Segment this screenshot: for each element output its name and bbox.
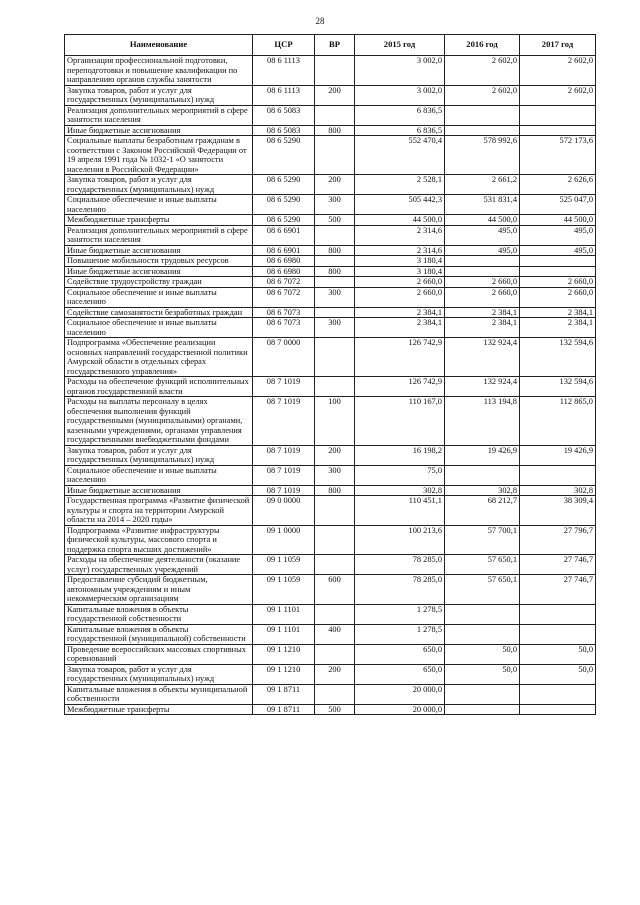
table-row	[65, 575, 596, 605]
cell-2016	[445, 604, 520, 624]
cell-2017: 495,0	[520, 245, 596, 256]
cell-2017: 50,0	[520, 664, 596, 684]
cell-2015: 3 180,4	[355, 266, 445, 277]
cell-csr: 09 1 8711	[253, 684, 315, 704]
cell-2016: 2 384,1	[445, 307, 520, 318]
cell-2016: 50,0	[445, 664, 520, 684]
cell-vr: 200	[315, 664, 355, 684]
cell-2017: 572 173,6	[520, 136, 596, 175]
table-row	[65, 256, 596, 267]
cell-2016: 2 384,1	[445, 318, 520, 338]
table-row	[65, 445, 596, 465]
cell-csr: 08 7 1019	[253, 465, 315, 485]
cell-csr: 08 6 7073	[253, 307, 315, 318]
cell-2017	[520, 266, 596, 277]
cell-name: Закупка товаров, работ и услуг для государственных (муниципальных) нужд	[65, 445, 253, 465]
header-2016: 2016 год	[445, 35, 520, 56]
cell-2016: 132 924,4	[445, 377, 520, 397]
cell-2015: 1 278,5	[355, 604, 445, 624]
cell-name: Капитальные вложения в объекты муниципальной собственности	[65, 684, 253, 704]
cell-name: Социальные выплаты безработным гражданам в соответствии с Законом Российской Федерации от 19 апреля 1991 года № 1032-1 «О занятости населения в Российской Федерации»	[65, 136, 253, 175]
cell-vr	[315, 277, 355, 288]
cell-name: Содействие трудоустройству граждан	[65, 277, 253, 288]
cell-2015: 650,0	[355, 644, 445, 664]
cell-name: Закупка товаров, работ и услуг для государственных (муниципальных) нужд	[65, 175, 253, 195]
cell-vr	[315, 338, 355, 377]
cell-2015: 2 314,6	[355, 225, 445, 245]
cell-2016: 2 660,0	[445, 277, 520, 288]
header-2015: 2015 год	[355, 35, 445, 56]
cell-2016: 57 650,1	[445, 555, 520, 575]
cell-name: Иные бюджетные ассигнования	[65, 245, 253, 256]
cell-vr	[315, 105, 355, 125]
cell-name: Реализация дополнительных мероприятий в сфере занятости населения	[65, 105, 253, 125]
cell-2017	[520, 704, 596, 715]
cell-2016	[445, 465, 520, 485]
cell-name: Подпрограмма «Развитие инфраструктуры физической культуры, массового спорта и поддержка спорта высших достижений»	[65, 525, 253, 555]
cell-vr: 800	[315, 125, 355, 136]
cell-2017: 302,8	[520, 485, 596, 496]
cell-name: Государственная программа «Развитие физической культуры и спорта на территории Амурской области на 2014 – 2020 годы»	[65, 496, 253, 526]
table-row	[65, 496, 596, 526]
table-row	[65, 555, 596, 575]
cell-vr	[315, 496, 355, 526]
table-row	[65, 125, 596, 136]
cell-csr: 09 1 1059	[253, 555, 315, 575]
cell-vr: 200	[315, 85, 355, 105]
cell-2017: 112 865,0	[520, 397, 596, 446]
cell-csr: 08 6 5290	[253, 136, 315, 175]
cell-vr	[315, 377, 355, 397]
cell-2017: 132 594,6	[520, 338, 596, 377]
table-row	[65, 704, 596, 715]
table-row	[65, 307, 596, 318]
cell-2016: 495,0	[445, 225, 520, 245]
cell-csr: 09 1 1210	[253, 664, 315, 684]
table-row	[65, 56, 596, 86]
budget-table	[64, 34, 596, 715]
cell-csr: 09 1 8711	[253, 704, 315, 715]
cell-2017: 2 602,0	[520, 56, 596, 86]
cell-2017	[520, 624, 596, 644]
cell-vr	[315, 604, 355, 624]
cell-vr: 200	[315, 445, 355, 465]
cell-2015: 302,8	[355, 485, 445, 496]
cell-csr: 08 6 6980	[253, 266, 315, 277]
cell-2016: 57 650,1	[445, 575, 520, 605]
cell-2017: 44 500,0	[520, 215, 596, 226]
header-name: Наименование	[65, 35, 253, 56]
cell-csr: 08 6 7073	[253, 318, 315, 338]
cell-vr	[315, 136, 355, 175]
cell-2015: 75,0	[355, 465, 445, 485]
cell-2015: 20 000,0	[355, 684, 445, 704]
cell-name: Социальное обеспечение и иные выплаты населению	[65, 465, 253, 485]
cell-name: Содействие самозанятости безработных граждан	[65, 307, 253, 318]
cell-2017: 27 746,7	[520, 555, 596, 575]
cell-vr: 300	[315, 465, 355, 485]
cell-name: Социальное обеспечение и иные выплаты населению	[65, 318, 253, 338]
cell-2015: 6 836,5	[355, 125, 445, 136]
cell-name: Иные бюджетные ассигнования	[65, 485, 253, 496]
table-row	[65, 684, 596, 704]
cell-name: Иные бюджетные ассигнования	[65, 266, 253, 277]
cell-2015: 44 500,0	[355, 215, 445, 226]
cell-csr: 08 6 5083	[253, 125, 315, 136]
cell-csr: 08 6 1113	[253, 56, 315, 86]
cell-vr: 400	[315, 624, 355, 644]
cell-csr: 08 6 7072	[253, 287, 315, 307]
cell-name: Предоставление субсидий бюджетным, автономным учреждениям и иным некоммерческим организациям	[65, 575, 253, 605]
table-row	[65, 105, 596, 125]
table-row	[65, 245, 596, 256]
cell-2015: 552 470,4	[355, 136, 445, 175]
cell-2017: 2 384,1	[520, 318, 596, 338]
cell-name: Закупка товаров, работ и услуг для государственных (муниципальных) нужд	[65, 85, 253, 105]
cell-2016: 2 661,2	[445, 175, 520, 195]
cell-csr: 09 1 1210	[253, 644, 315, 664]
cell-vr: 300	[315, 287, 355, 307]
cell-2015: 126 742,9	[355, 338, 445, 377]
cell-2015: 3 180,4	[355, 256, 445, 267]
cell-csr: 08 6 5290	[253, 175, 315, 195]
cell-2016	[445, 624, 520, 644]
cell-2016	[445, 125, 520, 136]
cell-vr: 600	[315, 575, 355, 605]
table-row	[65, 287, 596, 307]
cell-name: Социальное обеспечение и иные выплаты населению	[65, 195, 253, 215]
cell-2016: 302,8	[445, 485, 520, 496]
cell-2017: 27 746,7	[520, 575, 596, 605]
table-row	[65, 215, 596, 226]
cell-csr: 08 6 1113	[253, 85, 315, 105]
cell-vr: 500	[315, 215, 355, 226]
cell-2015: 505 442,3	[355, 195, 445, 215]
cell-2016	[445, 684, 520, 704]
cell-2017	[520, 256, 596, 267]
cell-2015: 2 384,1	[355, 318, 445, 338]
table-row	[65, 318, 596, 338]
cell-name: Капитальные вложения в объекты государственной собственности	[65, 604, 253, 624]
cell-name: Капитальные вложения в объекты государственной (муниципальной) собственности	[65, 624, 253, 644]
cell-2015: 20 000,0	[355, 704, 445, 715]
cell-vr	[315, 256, 355, 267]
cell-2015: 78 285,0	[355, 555, 445, 575]
cell-vr: 200	[315, 175, 355, 195]
cell-csr: 08 6 5290	[253, 215, 315, 226]
cell-csr: 08 6 5290	[253, 195, 315, 215]
cell-csr: 09 0 0000	[253, 496, 315, 526]
cell-2016: 132 924,4	[445, 338, 520, 377]
cell-csr: 08 6 6901	[253, 245, 315, 256]
cell-2016: 113 194,8	[445, 397, 520, 446]
cell-2016: 57 700,1	[445, 525, 520, 555]
cell-csr: 08 7 0000	[253, 338, 315, 377]
cell-2016: 2 602,0	[445, 85, 520, 105]
cell-2017	[520, 604, 596, 624]
cell-csr: 08 7 1019	[253, 485, 315, 496]
cell-csr: 08 6 5083	[253, 105, 315, 125]
cell-2015: 3 002,0	[355, 56, 445, 86]
cell-2016: 2 602,0	[445, 56, 520, 86]
cell-2016: 44 500,0	[445, 215, 520, 226]
header-vr: ВР	[315, 35, 355, 56]
cell-2016	[445, 266, 520, 277]
table-row	[65, 485, 596, 496]
cell-csr: 09 1 0000	[253, 525, 315, 555]
cell-2017: 495,0	[520, 225, 596, 245]
cell-csr: 09 1 1101	[253, 604, 315, 624]
table-body	[65, 56, 596, 715]
cell-2015: 110 167,0	[355, 397, 445, 446]
cell-vr: 300	[315, 195, 355, 215]
cell-2015: 2 314,6	[355, 245, 445, 256]
cell-vr	[315, 684, 355, 704]
cell-2015: 2 660,0	[355, 287, 445, 307]
cell-vr: 800	[315, 266, 355, 277]
cell-2015: 2 660,0	[355, 277, 445, 288]
header-2017: 2017 год	[520, 35, 596, 56]
table-row	[65, 397, 596, 446]
cell-vr: 100	[315, 397, 355, 446]
cell-2016: 50,0	[445, 644, 520, 664]
cell-2017: 50,0	[520, 644, 596, 664]
cell-2016: 2 660,0	[445, 287, 520, 307]
cell-2015: 2 384,1	[355, 307, 445, 318]
cell-vr: 800	[315, 245, 355, 256]
cell-name: Реализация дополнительных мероприятий в сфере занятости населения	[65, 225, 253, 245]
cell-2016: 19 426,9	[445, 445, 520, 465]
cell-2016	[445, 105, 520, 125]
table-row	[65, 664, 596, 684]
cell-name: Иные бюджетные ассигнования	[65, 125, 253, 136]
cell-2015: 126 742,9	[355, 377, 445, 397]
header-csr: ЦСР	[253, 35, 315, 56]
cell-name: Расходы на обеспечение функций исполнительных органов государственной власти	[65, 377, 253, 397]
cell-2017: 27 796,7	[520, 525, 596, 555]
table-row	[65, 85, 596, 105]
table-row	[65, 277, 596, 288]
cell-2017: 525 047,0	[520, 195, 596, 215]
cell-2017: 19 426,9	[520, 445, 596, 465]
cell-name: Закупка товаров, работ и услуг для государственных (муниципальных) нужд	[65, 664, 253, 684]
cell-2017: 2 626,6	[520, 175, 596, 195]
cell-vr: 500	[315, 704, 355, 715]
table-row	[65, 338, 596, 377]
cell-csr: 08 6 6901	[253, 225, 315, 245]
cell-csr: 08 7 1019	[253, 377, 315, 397]
cell-name: Повышение мобильности трудовых ресурсов	[65, 256, 253, 267]
cell-2015: 650,0	[355, 664, 445, 684]
cell-name: Организация профессиональной подготовки, переподготовки и повышение квалификации по направлению органов службы занятости	[65, 56, 253, 86]
cell-name: Расходы на выплаты персоналу в целях обеспечения выполнения функций государственными (муниципальными) органами, казенными учреждениями, органами управления государственными внебюджетными фондами	[65, 397, 253, 446]
cell-name: Проведение всероссийских массовых спортивных соревнований	[65, 644, 253, 664]
cell-vr: 300	[315, 318, 355, 338]
cell-vr	[315, 56, 355, 86]
cell-2017: 132 594,6	[520, 377, 596, 397]
cell-2017	[520, 465, 596, 485]
page-number: 28	[315, 16, 325, 26]
cell-vr	[315, 644, 355, 664]
cell-csr: 08 6 7072	[253, 277, 315, 288]
table-row	[65, 644, 596, 664]
table-row	[65, 266, 596, 277]
cell-2015: 78 285,0	[355, 575, 445, 605]
cell-2016: 531 831,4	[445, 195, 520, 215]
cell-name: Межбюджетные трансферты	[65, 704, 253, 715]
cell-2017: 2 602,0	[520, 85, 596, 105]
cell-vr	[315, 555, 355, 575]
cell-vr: 800	[315, 485, 355, 496]
cell-2017: 2 660,0	[520, 287, 596, 307]
cell-2017: 2 384,1	[520, 307, 596, 318]
cell-2017	[520, 105, 596, 125]
cell-2015: 3 002,0	[355, 85, 445, 105]
table-row	[65, 465, 596, 485]
cell-name: Подпрограмма «Обеспечение реализации основных направлений государственной политики Амурской области в отдельных сферах государственного управления»	[65, 338, 253, 377]
cell-vr	[315, 307, 355, 318]
cell-2016: 578 992,6	[445, 136, 520, 175]
cell-2016: 68 212,7	[445, 496, 520, 526]
cell-2016	[445, 256, 520, 267]
cell-2015: 6 836,5	[355, 105, 445, 125]
cell-csr: 08 7 1019	[253, 445, 315, 465]
cell-2015: 16 198,2	[355, 445, 445, 465]
cell-name: Межбюджетные трансферты	[65, 215, 253, 226]
cell-2017: 38 309,4	[520, 496, 596, 526]
table-header-row	[65, 35, 596, 56]
table-row	[65, 624, 596, 644]
cell-2015: 1 278,5	[355, 624, 445, 644]
cell-2016: 495,0	[445, 245, 520, 256]
table-row	[65, 136, 596, 175]
cell-csr: 08 7 1019	[253, 397, 315, 446]
cell-2017	[520, 684, 596, 704]
table-row	[65, 377, 596, 397]
cell-2016	[445, 704, 520, 715]
cell-csr: 08 6 6980	[253, 256, 315, 267]
table-row	[65, 525, 596, 555]
cell-csr: 09 1 1101	[253, 624, 315, 644]
cell-2015: 100 213,6	[355, 525, 445, 555]
table-row	[65, 195, 596, 215]
cell-2017	[520, 125, 596, 136]
cell-name: Социальное обеспечение и иные выплаты населению	[65, 287, 253, 307]
cell-2015: 110 451,1	[355, 496, 445, 526]
cell-csr: 09 1 1059	[253, 575, 315, 605]
table-row	[65, 225, 596, 245]
cell-2015: 2 528,1	[355, 175, 445, 195]
cell-2017: 2 660,0	[520, 277, 596, 288]
table-row	[65, 175, 596, 195]
cell-vr	[315, 525, 355, 555]
table-row	[65, 604, 596, 624]
cell-vr	[315, 225, 355, 245]
cell-name: Расходы на обеспечение деятельности (оказание услуг) государственных учреждений	[65, 555, 253, 575]
